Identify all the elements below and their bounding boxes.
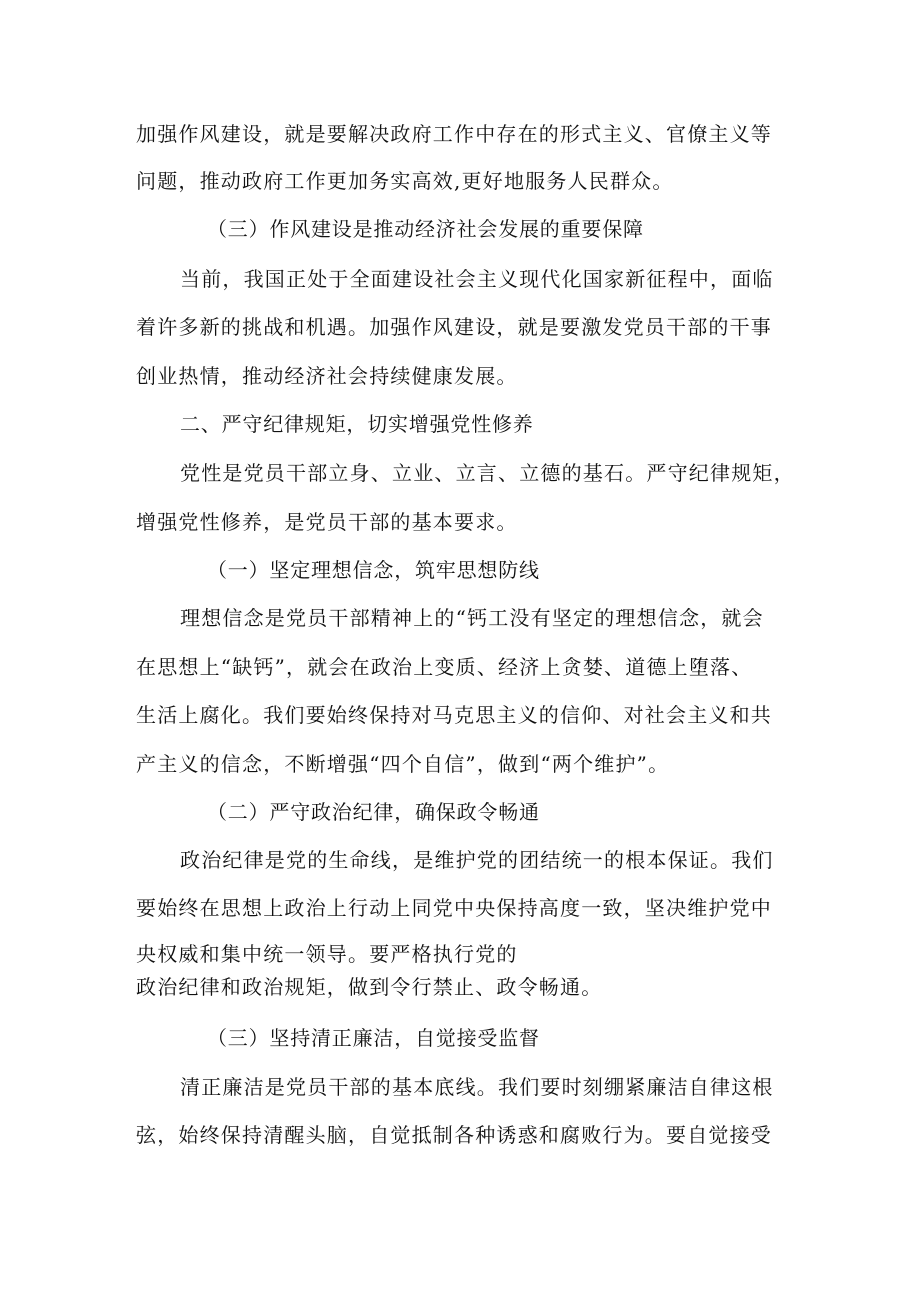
section-heading: （三）作风建设是推动经济社会发展的重要保障: [207, 217, 644, 241]
section-heading: （三）坚持清正廉洁，自觉接受监督: [207, 1026, 540, 1050]
paragraph-line: 政治纪律是党的生命线，是维护党的团结统一的根本保证。我们: [180, 848, 774, 872]
chapter-heading: 二、严守纪律规矩，切实增强党性修养: [180, 412, 534, 436]
paragraph-line: 央权威和集中统一领导。要严格执行党的: [136, 942, 518, 966]
paragraph-line: 清正廉洁是党员干部的基本底线。我们要时刻绷紧廉洁自律这根: [180, 1075, 774, 1099]
section-heading: （二）严守政治纪律，确保政令畅通: [207, 800, 540, 824]
paragraph-line: 在思想上“缺钙”，就会在政治上变质、经济上贪婪、道德上堕落、: [136, 655, 753, 679]
paragraph-line: 问题，推动政府工作更加务实高效,更好地服务人民群众。: [136, 169, 674, 193]
paragraph-line: 创业热情，推动经济社会持续健康发展。: [136, 364, 518, 388]
paragraph-line: 弦，始终保持清醒头脑，自觉抵制各种诱惑和腐败行为。要自觉接受: [136, 1123, 772, 1147]
paragraph-line: 产主义的信念，不断增强“四个自信”，做到“两个维护”。: [136, 752, 670, 776]
paragraph-line: 增强党性修养，是党员干部的基本要求。: [136, 510, 518, 534]
paragraph-line: 理想信念是党员干部精神上的“钙工没有坚定的理想信念，就会: [180, 606, 764, 630]
paragraph-line: 当前，我国正处于全面建设社会主义现代化国家新征程中，面临: [180, 267, 774, 291]
paragraph-line: 党性是党员干部立身、立业、立言、立德的基石。严守纪律规矩，: [180, 461, 795, 485]
paragraph-line: 要始终在思想上政治上行动上同党中央保持高度一致，坚决维护党中: [136, 896, 772, 920]
section-heading: （一）坚定理想信念，筑牢思想防线: [207, 558, 540, 582]
paragraph-line: 生活上腐化。我们要始终保持对马克思主义的信仰、对社会主义和共: [136, 703, 772, 727]
paragraph-line: 着许多新的挑战和机遇。加强作风建设，就是要激发党员干部的干事: [136, 315, 772, 339]
paragraph-line: 政治纪律和政治规矩，做到令行禁止、政令畅通。: [136, 975, 603, 999]
paragraph-line: 加强作风建设，就是要解决政府工作中存在的形式主义、官僚主义等: [136, 122, 772, 146]
